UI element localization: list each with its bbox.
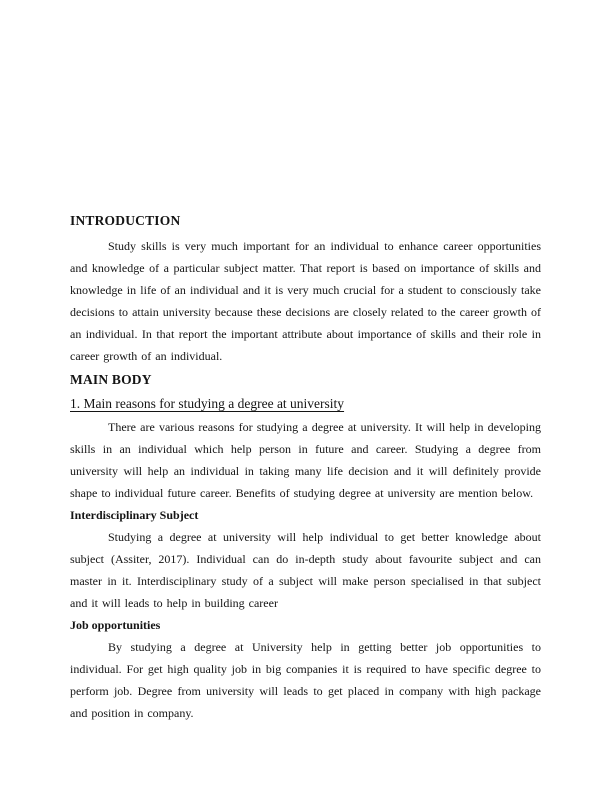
- section-1-paragraph: There are various reasons for studying a degree at university. It will help in developing skills in an individual which help person in future and career. Studying a degree from university will help an individual in taking many life decision and it will definitely provide shape to individual future career. Benefits of studying degree at university are mention below.: [70, 420, 541, 500]
- job-opportunities-paragraph: By studying a degree at University help in getting better job opportunities to individual. For get high quality job in big companies it is required to have specific degree to perform job. Degree from university will leads to get placed in company with high package and position in company.: [70, 640, 541, 720]
- main-body-heading: MAIN BODY: [70, 372, 152, 387]
- introduction-heading: INTRODUCTION: [70, 213, 181, 228]
- interdisciplinary-subject-paragraph: Studying a degree at university will help individual to get better knowledge about subject (Assiter, 2017). Individual can do in-depth study about favourite subject and can master in it. Interdisciplinary study of a subject will make person specialised in that subject and it will leads to help in building career: [70, 530, 541, 610]
- job-opportunities-heading: Job opportunities: [70, 618, 161, 632]
- interdisciplinary-subject-heading: Interdisciplinary Subject: [70, 508, 199, 522]
- introduction-paragraph: Study skills is very much important for an individual to enhance career opportunities and knowledge of a particular subject matter. That report is based on importance of skills and knowledge in life of an individual and it is very much crucial for a student to consciously take decisions to attain university because these decisions are closely related to the career growth of an individual. In that report the important attribute about importance of skills and their role in career growth of an individual.: [70, 239, 541, 363]
- section-1-heading: 1. Main reasons for studying a degree at university: [70, 396, 345, 411]
